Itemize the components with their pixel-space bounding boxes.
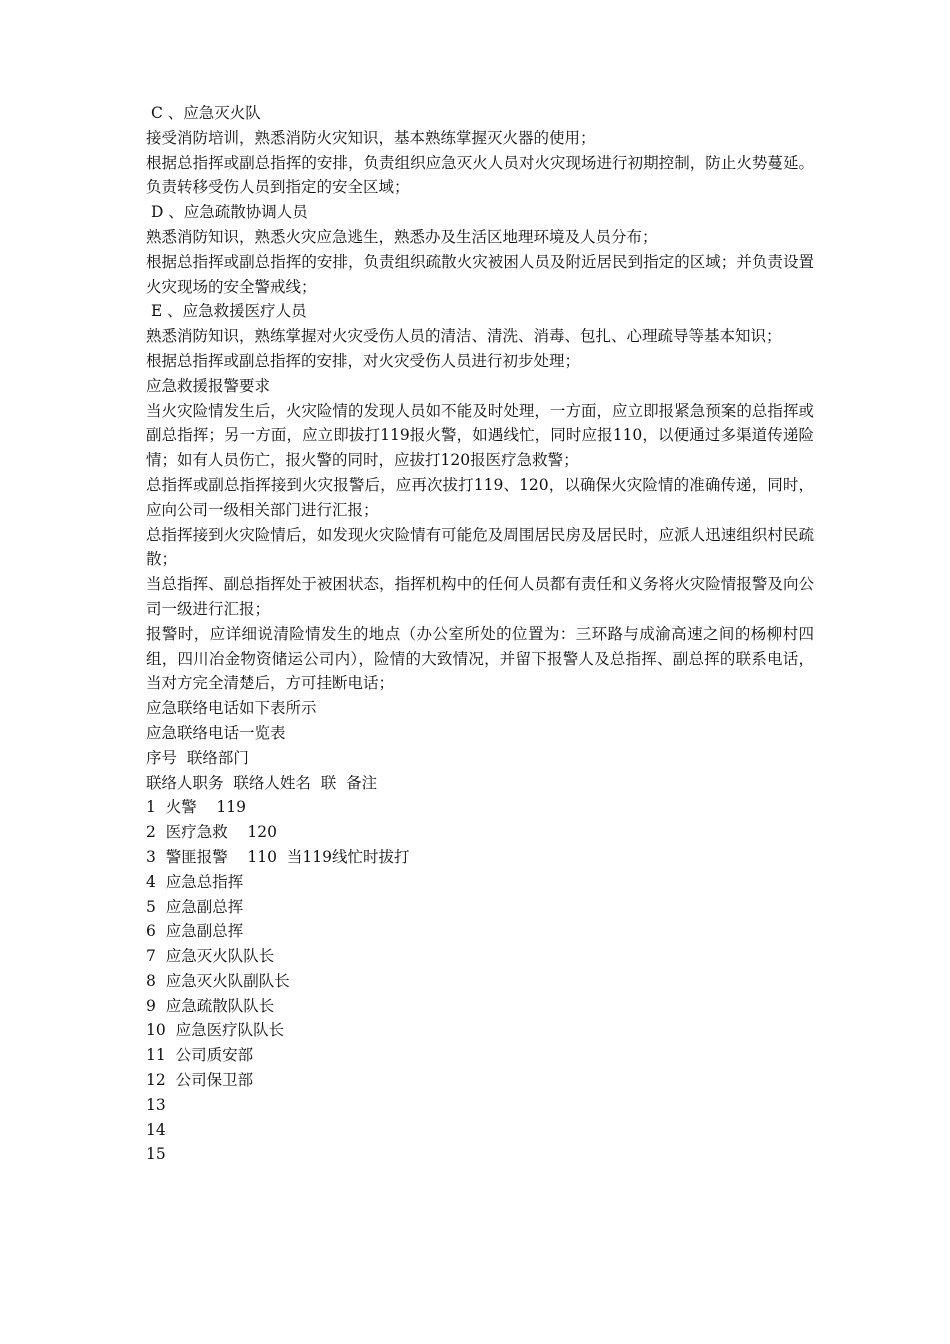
contacts-row: 7 应急灭火队队长 bbox=[146, 947, 275, 966]
section-c-paragraph-2: 根据总指挥或副总指挥的安排，负责组织应急灭火人员对火灾现场进行初期控制，防止火势蔓延。负责转移受伤人员到指定的安全区域； bbox=[146, 153, 814, 197]
section-d-heading: D 、应急疏散协调人员 bbox=[146, 203, 308, 222]
contacts-row: 12 公司保卫部 bbox=[146, 1071, 254, 1090]
contacts-row: 13 bbox=[146, 1095, 166, 1114]
alarm-heading: 应急救援报警要求 bbox=[146, 376, 271, 395]
contacts-row: 6 应急副总挥 bbox=[146, 922, 244, 941]
section-e-paragraph-2: 根据总指挥或副总指挥的安排，对火灾受伤人员进行初步处理； bbox=[146, 351, 581, 370]
section-e-heading: E 、应急救援医疗人员 bbox=[146, 302, 307, 321]
contacts-header-line-1: 序号 联络部门 bbox=[146, 748, 249, 767]
contacts-row: 2 医疗急救 120 bbox=[146, 823, 278, 842]
section-e-paragraph-1: 熟悉消防知识，熟练掌握对火灾受伤人员的清洁、清洗、消毒、包扎、心理疏导等基本知识； bbox=[146, 327, 782, 346]
section-c-heading: C 、应急灭火队 bbox=[146, 104, 261, 122]
alarm-paragraph-4: 当总指挥、副总指挥处于被困状态，指挥机构中的任何人员都有责任和义务将火灾险情报警及向公司一级进行汇报； bbox=[146, 575, 814, 618]
contacts-header-line-2: 联络人职务 联络人姓名 联 备注 bbox=[146, 773, 378, 792]
contacts-row: 3 警匪报警 110 当119线忙时拔打 bbox=[146, 847, 410, 866]
section-d-paragraph-1: 熟悉消防知识，熟悉火灾应急逃生，熟悉办及生活区地理环境及人员分布； bbox=[146, 227, 658, 246]
contacts-table-title: 应急联络电话一览表 bbox=[146, 723, 286, 742]
contacts-row: 4 应急总指挥 bbox=[146, 872, 244, 891]
contacts-row: 15 bbox=[146, 1145, 166, 1164]
contacts-row: 10 应急医疗队队长 bbox=[146, 1021, 285, 1040]
alarm-paragraph-1: 当火灾险情发生后，火灾险情的发现人员如不能及时处理，一方面，应立即报紧急预案的总指挥或副总指挥；另一方面，应立即拔打119报火警，如遇线忙，同时应报110，以便通过多渠道传递险情；如有人员伤亡，报火警的同时，应拔打120报医疗急救警； bbox=[146, 401, 814, 470]
contacts-row: 9 应急疏散队队长 bbox=[146, 996, 275, 1015]
contacts-table bbox=[146, 795, 814, 1167]
contacts-intro: 应急联络电话如下表所示 bbox=[146, 699, 317, 718]
contacts-row: 11 公司质安部 bbox=[146, 1046, 254, 1065]
alarm-paragraph-5: 报警时，应详细说清险情发生的地点（办公室所处的位置为：三环路与成渝高速之间的杨柳村四组，四川冶金物资储运公司内），险情的大致情况，并留下报警人及总指挥、副总挥的联系电话，当对方完全清楚后，方可挂断电话； bbox=[146, 624, 814, 693]
document-page bbox=[146, 101, 814, 1167]
section-d-paragraph-2: 根据总指挥或副总指挥的安排，负责组织疏散火灾被困人员及附近居民到指定的区域；并负责设置火灾现场的安全警戒线； bbox=[146, 252, 814, 296]
contacts-row: 5 应急副总挥 bbox=[146, 897, 244, 916]
contacts-row: 8 应急灭火队副队长 bbox=[146, 971, 290, 990]
alarm-paragraph-3: 总指挥接到火灾险情后，如发现火灾险情有可能危及周围居民房及居民时，应派人迅速组织村民疏散； bbox=[146, 525, 814, 569]
contacts-row: 14 bbox=[146, 1120, 166, 1139]
alarm-paragraph-2: 总指挥或副总指挥接到火灾报警后，应再次拔打119、120，以确保火灾险情的准确传递，同时，应向公司一级相关部门进行汇报； bbox=[146, 475, 814, 519]
section-c-paragraph-1: 接受消防培训，熟悉消防火灾知识，基本熟练掌握灭火器的使用； bbox=[146, 128, 596, 147]
contacts-row: 1 火警 119 bbox=[146, 798, 247, 817]
